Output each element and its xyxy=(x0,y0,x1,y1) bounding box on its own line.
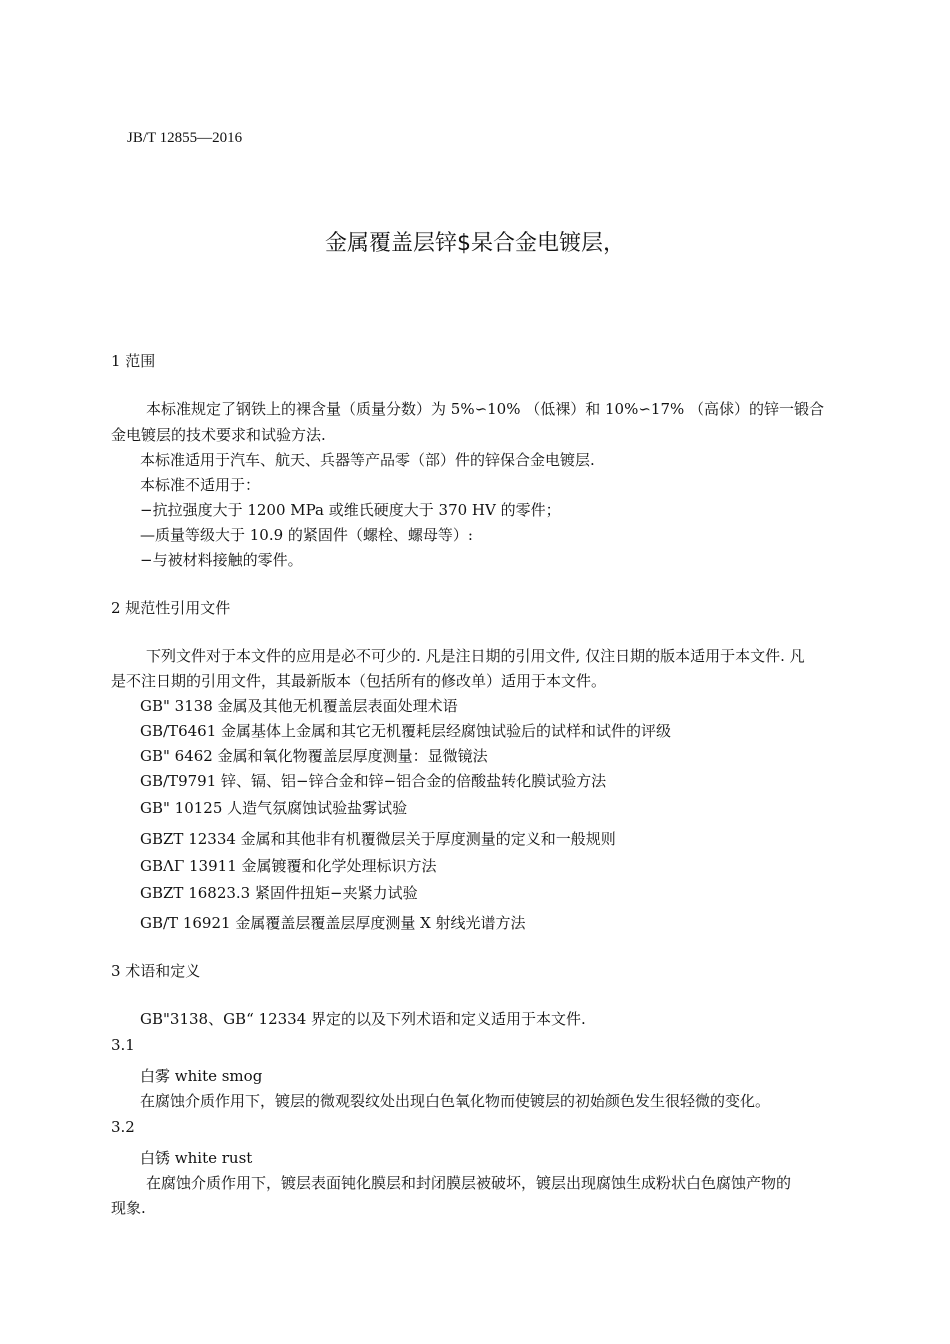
list-item: −抗拉强度大于 1200 MPa 或维氏硬度大于 370 HV 的零件； xyxy=(140,501,561,519)
term-definition: 现象. xyxy=(111,1199,146,1217)
term-title: 白锈 white rust xyxy=(140,1149,253,1167)
reference-item: GB" 6462 金属和氧化物覆盖层厚度测量：显微镜法 xyxy=(140,747,488,765)
paragraph-line: 本标准规定了钢铁上的裸含量（质量分数）为 5%∽10% （低裸）和 10%∽17% （高俅）的锌一锻合 xyxy=(146,400,825,418)
paragraph-line: 本标准不适用于： xyxy=(140,476,261,494)
reference-item: GB/T 16921 金属覆盖层覆盖层厚度测量 X 射线光谱方法 xyxy=(140,914,526,932)
reference-item: GBZT 16823.3 紧固件扭矩−夹紧力试验 xyxy=(140,884,418,902)
reference-item: GBΛΓ 13911 金属镀覆和化学处理标识方法 xyxy=(140,857,437,875)
paragraph-line: 本标准适用于汽车、航天、兵器等产品零（部）件的锌保合金电镀层. xyxy=(140,451,595,469)
list-item: −与被材料接触的零件。 xyxy=(140,551,303,569)
term-number: 3.2 xyxy=(111,1118,135,1136)
paragraph-line: 下列文件对于本文件的应用是必不可少的. 凡是注日期的引用文件, 仅注日期的版本适用于本文件. 凡 xyxy=(146,647,805,665)
reference-item: GB" 10125 人造气氛腐蚀试验盐雾试验 xyxy=(140,799,408,817)
section-heading: 3 术语和定义 xyxy=(111,962,201,980)
reference-item: GB/T9791 锌、镉、铝−锌合金和锌−铝合金的倍酸盐转化膜试验方法 xyxy=(140,772,607,790)
term-definition: 在腐蚀介质作用下，镀层的微观裂纹处出现白色氧化物而使镀层的初始颜色发生很轻微的变化。 xyxy=(140,1092,771,1110)
term-number: 3.1 xyxy=(111,1036,135,1054)
section-heading: 2 规范性引用文件 xyxy=(111,599,231,617)
section-heading: 1 范围 xyxy=(111,352,156,370)
paragraph-line: 是不注日期的引用文件，其最新版本（包括所有的修改单）适用于本文件。 xyxy=(111,672,607,690)
reference-item: GB/T6461 金属基体上金属和其它无机覆耗层经腐蚀试验后的试样和试件的评级 xyxy=(140,722,672,740)
list-item: —质量等级大于 10.9 的紧固件（螺栓、螺母等）: xyxy=(140,526,473,544)
paragraph-line: 金电镀层的技术要求和试验方法. xyxy=(111,426,326,444)
document-title: 金属覆盖层锌$杲合金电镀层， xyxy=(325,231,625,256)
reference-item: GBZT 12334 金属和其他非有机覆微层关于厚度测量的定义和一般规则 xyxy=(140,830,616,848)
standard-code: JB/T 12855—2016 xyxy=(127,130,243,146)
paragraph-line: GB"3138、GB“ 12334 界定的以及下列术语和定义适用于本文件. xyxy=(140,1010,586,1028)
term-title: 白雾 white smog xyxy=(140,1067,263,1085)
reference-item: GB" 3138 金属及其他无机覆盖层表面处理术语 xyxy=(140,697,458,715)
term-definition: 在腐蚀介质作用下，镀层表面钝化膜层和封闭膜层被破坏，镀层出现腐蚀生成粉状白色腐蚀产物的 xyxy=(146,1174,792,1192)
